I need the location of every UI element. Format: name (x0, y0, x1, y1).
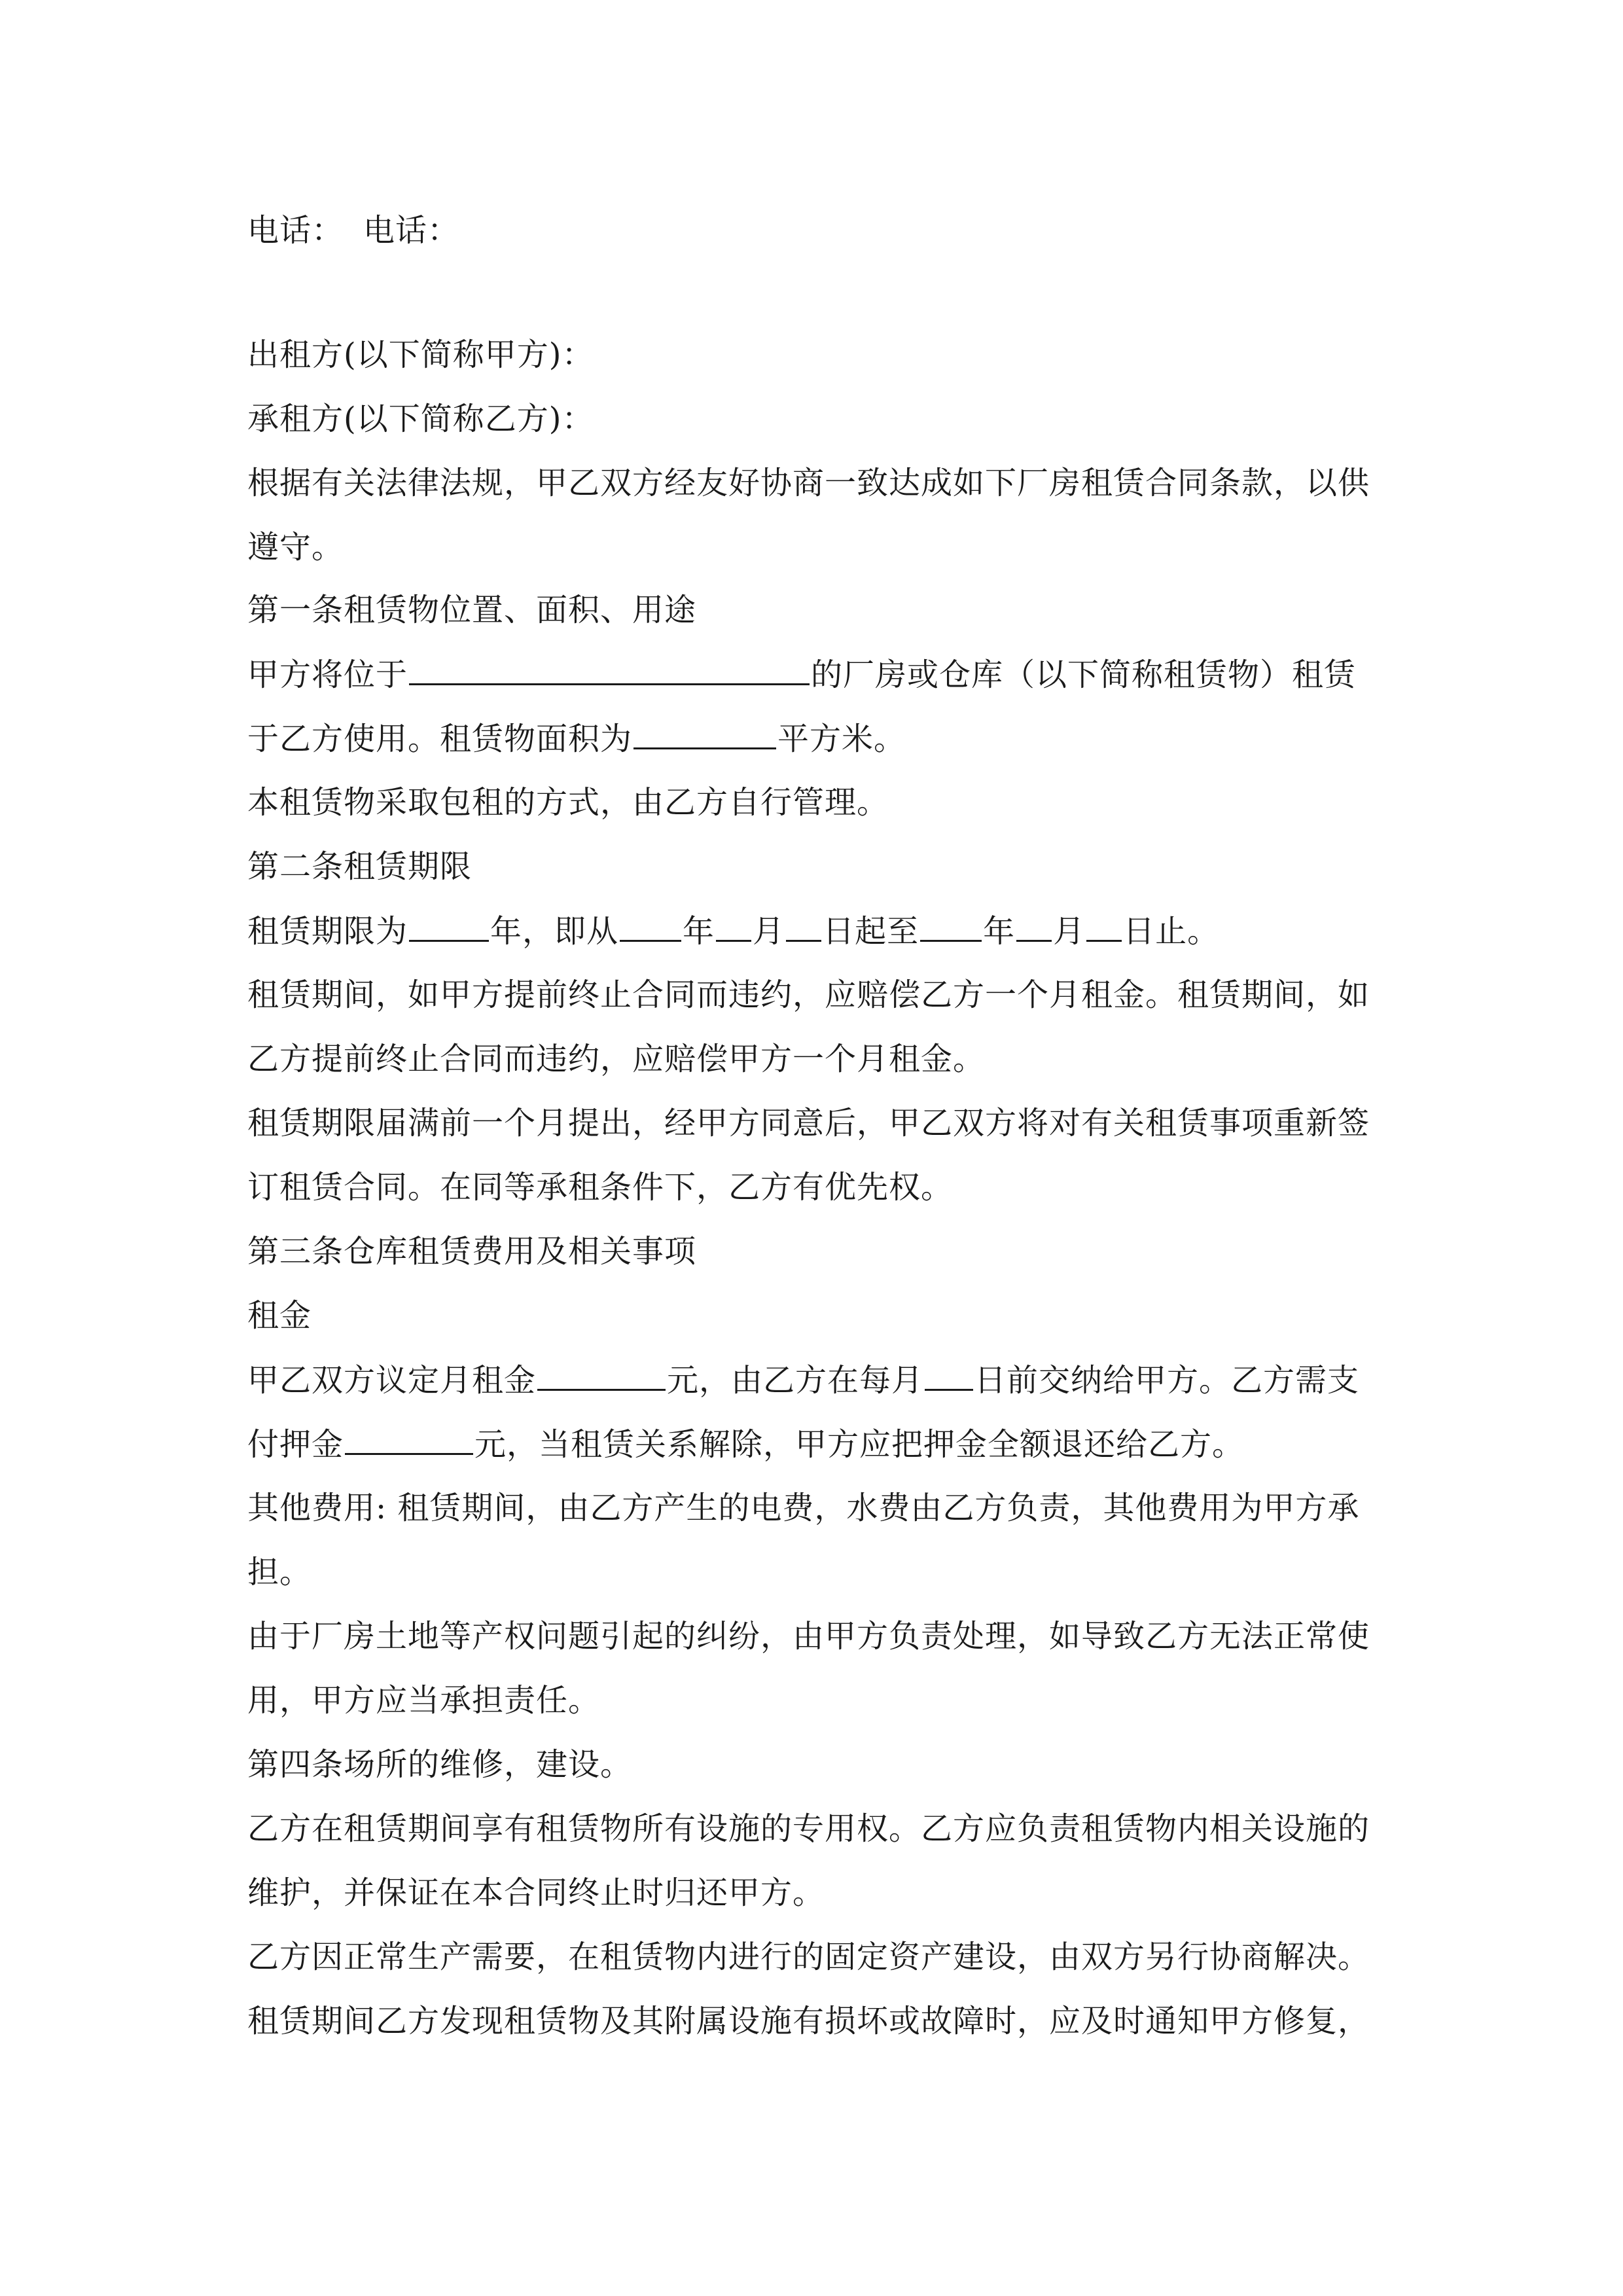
start-day-blank[interactable] (786, 911, 821, 942)
lessee-line: 承租方(以下简称乙方)： (247, 401, 594, 437)
area-prefix: 于乙方使用。租赁物面积为 (247, 721, 633, 757)
end-year-blank[interactable] (920, 911, 982, 942)
intro-line-2: 遵守。 (247, 529, 344, 565)
intro-line-1: 根据有关法律法规，甲乙双方经友好协商一致达成如下厂房租赁合同条款，以供 (247, 465, 1370, 501)
breach-line-2: 乙方提前终止合同而违约，应赔偿甲方一个月租金。 (247, 1041, 986, 1077)
article-2-title: 第二条租赁期限 (247, 848, 473, 885)
deposit-prefix: 付押金 (247, 1426, 344, 1463)
end-day-blank[interactable] (1086, 911, 1122, 942)
area-blank[interactable] (633, 719, 776, 749)
start-month-label: 月 (753, 913, 785, 950)
article-3-title: 第三条仓库租赁费用及相关事项 (247, 1233, 697, 1270)
location-suffix: 的厂房或仓库（以下简称租赁物）租赁 (811, 656, 1357, 693)
repair-line-1: 租赁期间乙方发现租赁物及其附属设施有损坏或故障时，应及时通知甲方修复， (247, 2003, 1370, 2039)
term-year-label: 年，即从 (490, 913, 619, 950)
dispute-line-2: 用，甲方应当承担责任。 (247, 1682, 601, 1719)
other-fees-line-2: 担。 (247, 1554, 312, 1590)
deposit-line (247, 1424, 1244, 1464)
start-day-label: 日起至 (823, 913, 919, 950)
term-years-blank[interactable] (409, 911, 489, 942)
deposit-suffix: 元，当租赁关系解除，甲方应把押金全额退还给乙方。 (474, 1426, 1245, 1463)
construction-line: 乙方因正常生产需要，在租赁物内进行的固定资产建设，由双方另行协商解决。 (247, 1939, 1370, 1975)
end-day-label: 日止。 (1123, 913, 1220, 950)
use-line-1: 乙方在租赁期间享有租赁物所有设施的专用权。乙方应负责租赁物内相关设施的 (247, 1810, 1370, 1847)
end-month-blank[interactable] (1016, 911, 1052, 942)
lessor-line: 出租方(以下简称甲方)： (247, 336, 594, 373)
rent-suffix: 日前交纳给甲方。乙方需支 (974, 1362, 1360, 1399)
area-suffix: 平方米。 (777, 721, 906, 757)
breach-line-1: 租赁期间，如甲方提前终止合同而违约，应赔偿乙方一个月租金。租赁期间，如 (247, 977, 1370, 1013)
phone-label-lessee: 电话： (363, 212, 460, 249)
term-line (247, 911, 1219, 951)
start-month-blank[interactable] (716, 911, 751, 942)
end-month-label: 月 (1053, 913, 1086, 950)
rent-day-blank[interactable] (925, 1360, 973, 1391)
start-year-label: 年 (683, 913, 715, 950)
management-line: 本租赁物采取包租的方式，由乙方自行管理。 (247, 784, 889, 821)
location-prefix: 甲方将位于 (247, 656, 408, 693)
rent-line (247, 1360, 1359, 1400)
rent-prefix: 甲乙双方议定月租金 (247, 1362, 537, 1399)
location-line (247, 655, 1356, 694)
use-line-2: 维护，并保证在本合同终止时归还甲方。 (247, 1874, 825, 1911)
other-fees-line-1: 其他费用: 租赁期间，由乙方产生的电费，水费由乙方负责，其他费用为甲方承 (247, 1490, 1360, 1526)
phone-line (247, 211, 459, 250)
location-blank[interactable] (409, 655, 810, 685)
rent-heading: 租金 (247, 1297, 312, 1334)
renewal-line-1: 租赁期限届满前一个月提出，经甲方同意后，甲乙双方将对有关租赁事项重新签 (247, 1105, 1370, 1141)
rent-amount-blank[interactable] (537, 1360, 666, 1391)
phone-label-lessor: 电话： (247, 212, 344, 249)
area-line (247, 719, 906, 759)
rent-mid: 元，由乙方在每月 (667, 1362, 924, 1399)
start-year-blank[interactable] (620, 911, 681, 942)
renewal-line-2: 订租赁合同。在同等承租条件下，乙方有优先权。 (247, 1169, 954, 1206)
term-prefix: 租赁期限为 (247, 913, 408, 950)
article-4-title: 第四条场所的维修，建设。 (247, 1746, 633, 1783)
article-1-title: 第一条租赁物位置、面积、用途 (247, 592, 697, 628)
end-year-label: 年 (983, 913, 1016, 950)
dispute-line-1: 由于厂房土地等产权问题引起的纠纷，由甲方负责处理，如导致乙方无法正常使 (247, 1618, 1370, 1655)
deposit-amount-blank[interactable] (345, 1424, 473, 1455)
